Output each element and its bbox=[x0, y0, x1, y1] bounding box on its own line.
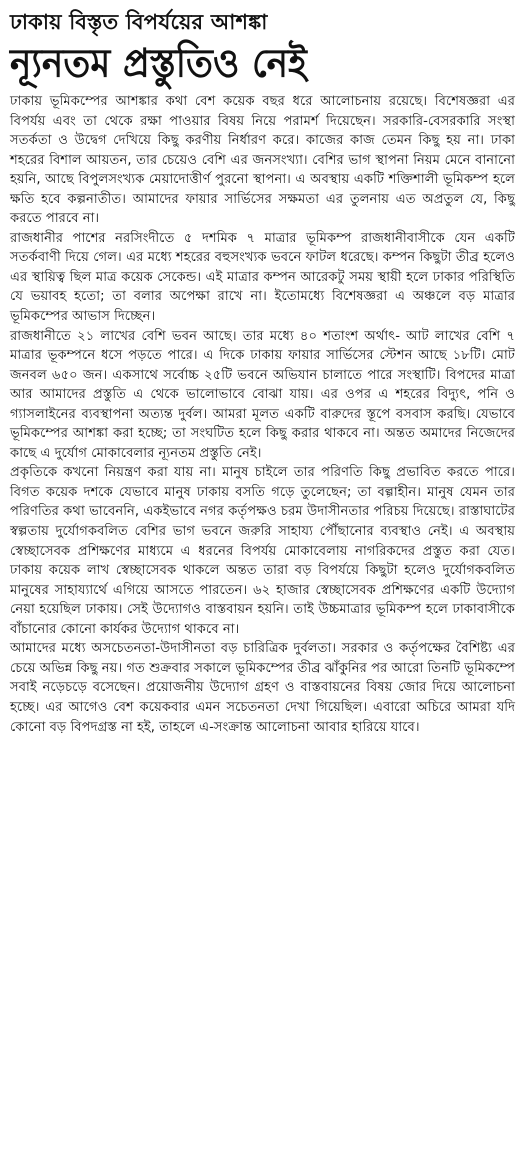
main-headline: ন্যূনতম প্রস্তুতিও নেই bbox=[10, 41, 307, 87]
article-body bbox=[10, 92, 515, 737]
paragraph-1: ঢাকায় ভূমিকম্পের আশঙ্কার কথা বেশ কয়েক বছর ধরে আলোচনায় রয়েছে। বিশেষজ্ঞরা এর বিপর্যয় এবং তা থেকে রক্ষা পাওয়ার বিষয় নিয়ে পরামর্শ দিয়েছেন। সরকারি-বেসরকারি সংস্থা সতর্কতা ও উদ্বেগ দেখিয়ে কিছু করণীয় নির্ধারণ করে। কাজের কাজ তেমন কিছু হয় না। ঢাকা শহরের বিশাল আয়তন, তার চেয়েও বেশি এর জনসংখ্যা। বেশির ভাগ স্থাপনা নিয়ম মেনে বানানো হয়নি, আছে বিপুলসংখ্যক মেয়াদোত্তীর্ণ পুরনো স্থাপনা। এ অবস্থায় একটি শক্তিশালী ভূমিকম্প হলে ক্ষতি হবে কল্পনাতীত। আমাদের ফায়ার সার্ভিসের সক্ষমতা এর তুলনায় এত অপ্রতুল যে, কিছু করতে পারবে না। bbox=[10, 94, 515, 227]
paragraph-3: রাজধানীতে ২১ লাখের বেশি ভবন আছে। তার মধ্যে ৪০ শতাংশ অর্থাৎ- আট লাখের বেশি ৭ মাত্রার ভূকম্পনে ধসে পড়তে পারে। এ দিকে ঢাকায় ফায়ার সার্ভিসের স্টেশন আছে ১৮টি। মোট জনবল ৬৫০ জন। একসাথে সর্বোচ্চ ২৫টি ভবনে অভিযান চালাতে পারে সংস্থাটি। বিপদের মাত্রা আর আমাদের প্রস্তুতি এ থেকে ভালোভাবে বোঝা যায়। এর ওপর এ শহরের বিদ্যুৎ, পনি ও গ্যাসলাইনের ব্যবস্থাপনা অত্যন্ত দুর্বল। আমরা মূলত একটি বারুদের স্তূপে বসবাস করছি। যেভাবে ভূমিকম্পের আশঙ্কা করা হচ্ছে; তা সংঘটিত হলে কিছু করার থাকবে না। অন্তত অমাদের নিজেদের কাছে এ দুর্যোগ মোকাবেলার ন্যূনতম প্রস্তুতি নেই। bbox=[10, 328, 515, 461]
kicker-headline: ঢাকায় বিস্তৃত বিপর্যয়ের আশঙ্কা bbox=[10, 10, 268, 34]
paragraph-2: রাজধানীর পাশের নরসিংদীতে ৫ দশমিক ৭ মাত্রার ভূমিকম্প রাজধানীবাসীকে যেন একটি সতর্কবাণী দিয়ে গেল। এর মধ্যে শহরের বহুসংখ্যক ভবনে ফাটল ধরেছে। কম্পন কিছুটা তীব্র হলেও এর স্থায়িত্ব ছিল মাত্র কয়েক সেকেন্ড। এই মাত্রার কম্পন আরেকটু সময় স্থায়ী হলে ঢাকার পরিস্থিতি যে ভয়াবহ হতো; তা বলার অপেক্ষা রাখে না। ইতোমধ্যে বিশেষজ্ঞরা এ অঞ্চলে বড় মাত্রার ভূমিকম্পের আভাস দিচ্ছেন। bbox=[10, 230, 515, 325]
paragraph-4: প্রকৃতিকে কখনো নিয়ন্ত্রণ করা যায় না। মানুষ চাইলে তার পরিণতি কিছু প্রভাবিত করতে পারে। বিগত কয়েক দশকে যেভাবে মানুষ ঢাকায় বসতি গড়ে তুলেছেন; তা বল্গাহীন। মানুষ যেমন তার পরিণতির কথা ভাবেননি, একইভাবে নগর কর্তৃপক্ষও চরম উদাসীনতার পরিচয় দিয়েছে। রাস্তাঘাটের স্বল্পতায় দুর্যোগকবলিত বেশির ভাগ ভবনে জরুরি সাহায্য পৌঁছানোর ব্যবস্থাও নেই। এ অবস্থায় স্বেচ্ছাসেবক প্রশিক্ষণের মাধ্যমে এ ধরনের বিপর্যয় মোকাবেলায় নাগরিকদের প্রস্তুত করা যেত। ঢাকায় কয়েক লাখ স্বেচ্ছাসেবক থাকলে অন্তত তারা বড় বিপর্যয়ে কিছুটা হলেও দুর্যোগকবলিত মানুষের সাহায্যার্থে এগিয়ে আসতে পারতেন। ৬২ হাজার স্বেচ্ছাসেবক প্রশিক্ষণের একটি উদ্যোগ নেয়া হয়েছিল ঢাকায়। সেই উদ্যোগও বাস্তবায়ন হয়নি। তাই উচ্চমাত্রার ভূমিকম্প হলে ঢাকাবাসীকে বাঁচানোর কোনো কার্যকর উদ্যোগ থাকবে না। bbox=[10, 465, 515, 637]
paragraph-5: আমাদের মধ্যে অসচেতনতা-উদাসীনতা বড় চারিত্রিক দুর্বলতা। সরকার ও কর্তৃপক্ষের বৈশিষ্ট্য এর চেয়ে অভিন্ন কিছু নয়। গত শুক্রবার সকালে ভূমিকম্পের তীব্র ঝাঁকুনির পর আরো তিনটি ভূমিকম্পে সবাই নড়েচড়ে বসেছেন। প্রয়োজনীয় উদ্যোগ গ্রহণ ও বাস্তবায়নের বিষয় জোর দিয়ে আলোচনা হচ্ছে। এর আগেও বেশ কয়েকবার এমন সচেতনতা দেখা গিয়েছিল। এবারো অচিরে আমরা যদি কোনো বড় বিপদগ্রস্ত না হই, তাহলে এ-সংক্রান্ত আলোচনা আবার হারিয়ে যাবে। bbox=[10, 641, 515, 735]
